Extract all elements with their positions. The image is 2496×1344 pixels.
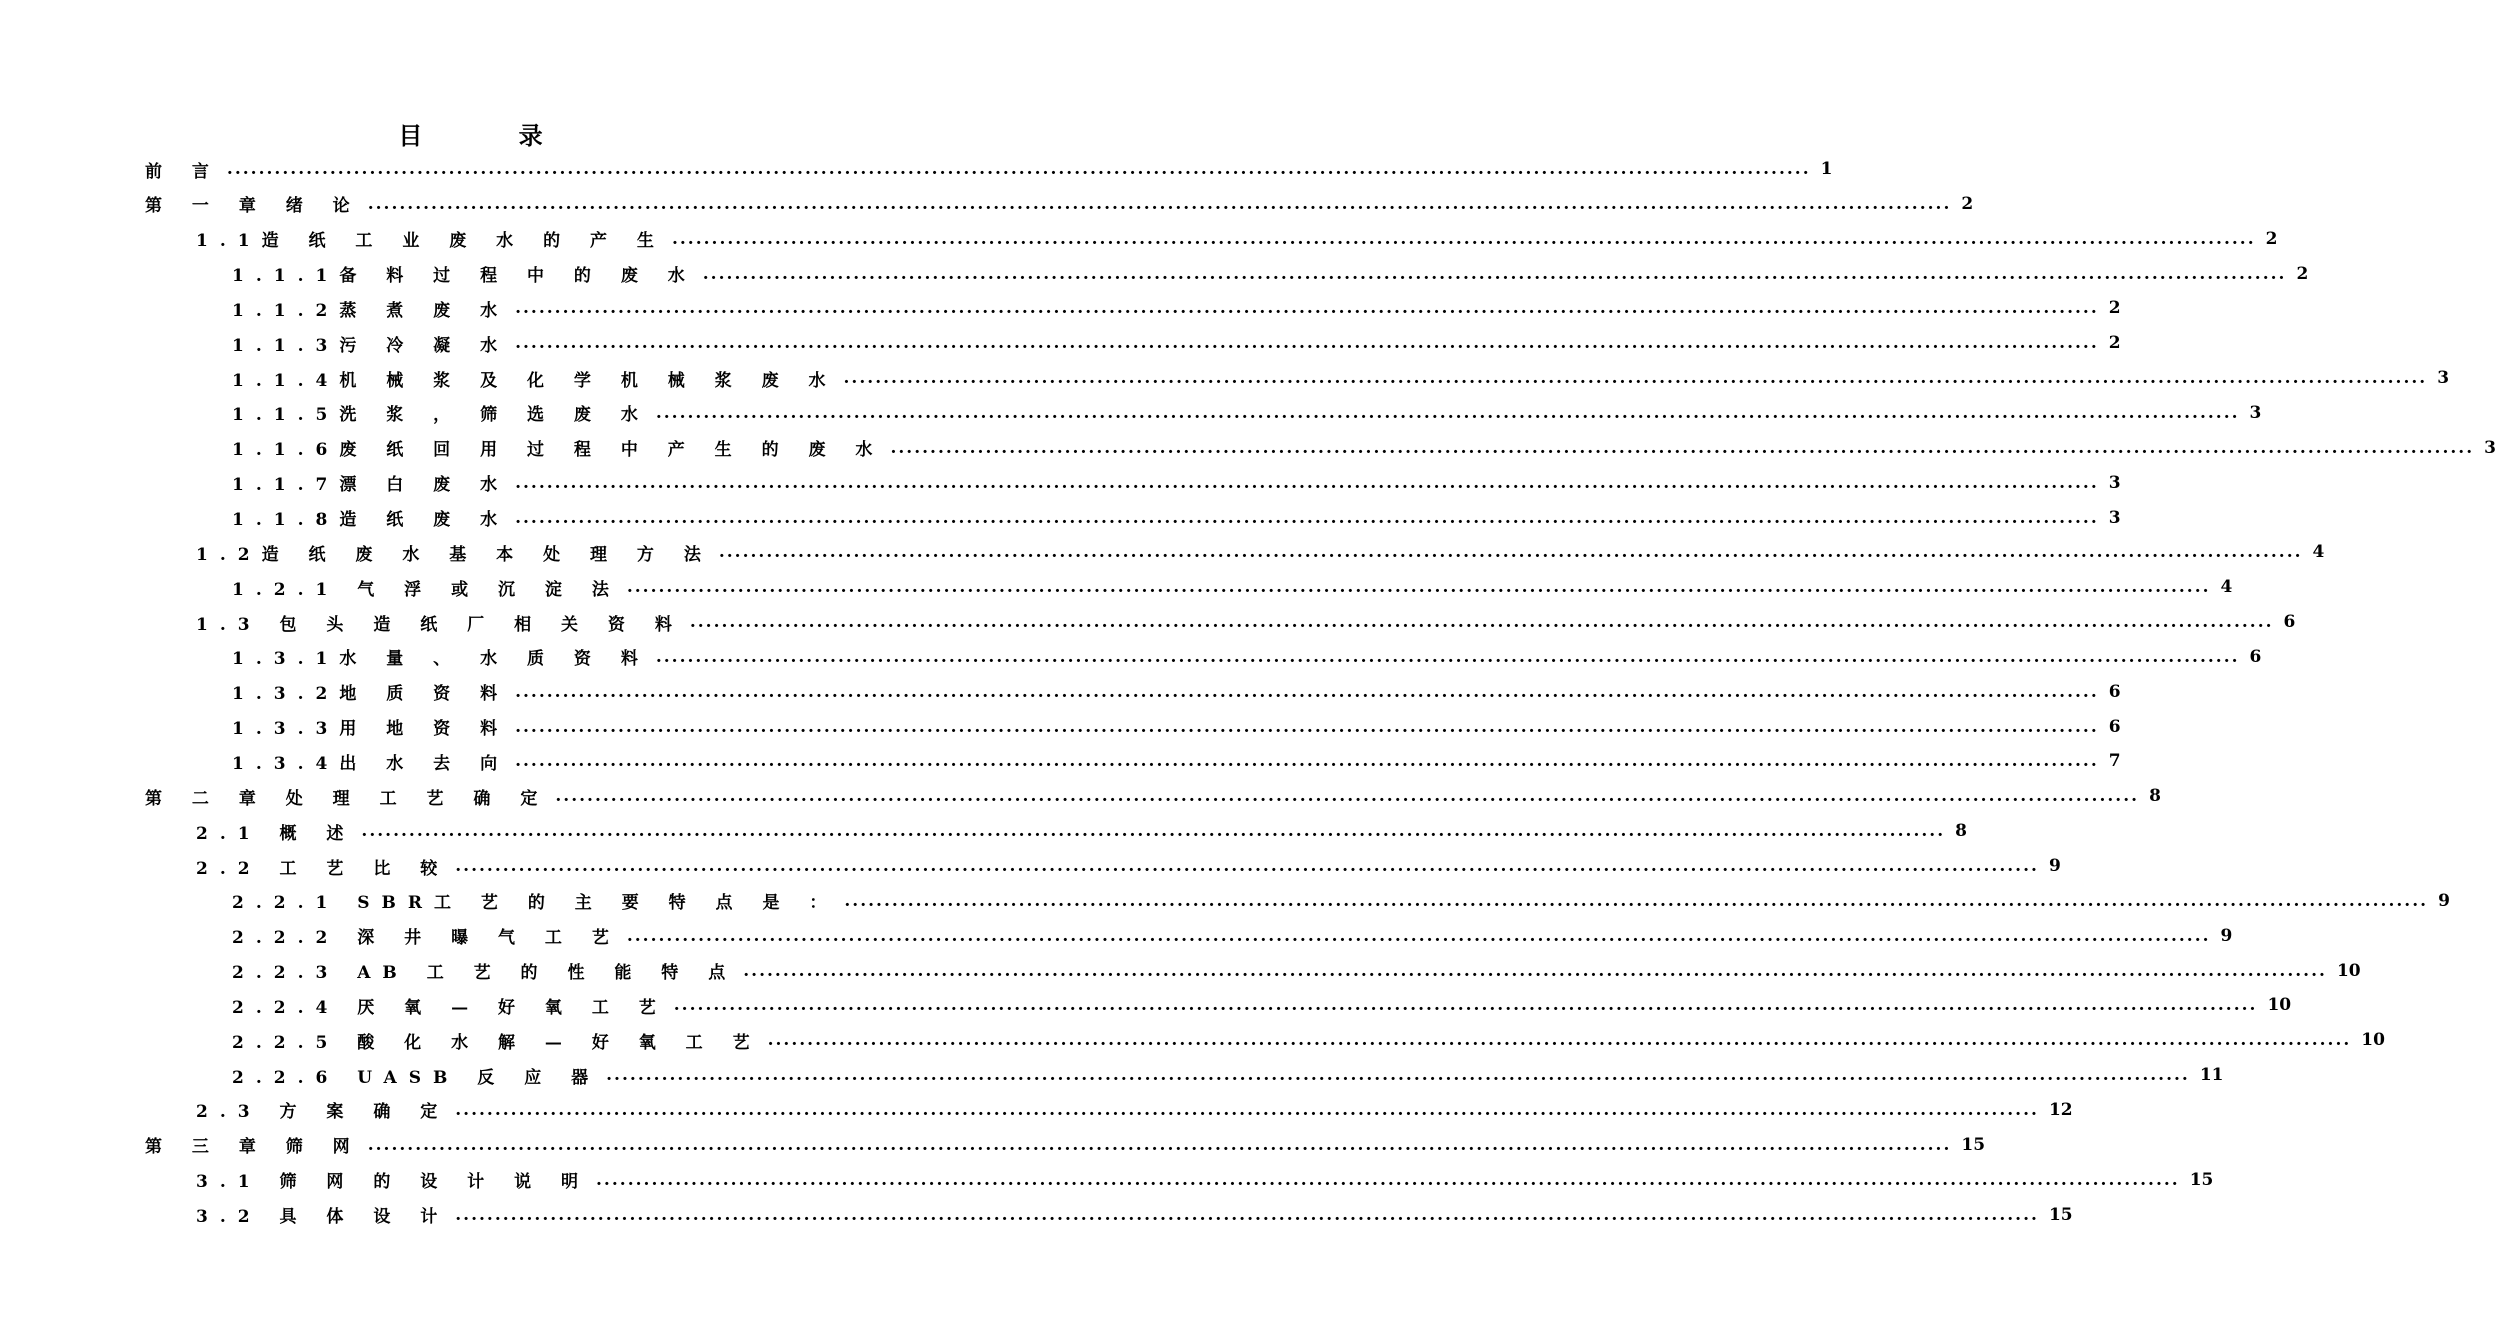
toc-leader-dots: ........................................................................................................................................................................................................ bbox=[718, 542, 2303, 563]
toc-entry-label: 2.2.4 厌 氧 — 好 氧 工 艺 bbox=[232, 997, 668, 1018]
toc-entry-label: 1.3.4出 水 去 向 bbox=[232, 753, 510, 774]
toc-entry[interactable] bbox=[232, 361, 2450, 395]
toc-entry[interactable] bbox=[232, 431, 2496, 465]
toc-entry-label: 3.2 具 体 设 计 bbox=[196, 1207, 450, 1227]
toc-entry-label: 1.2.1 气 浮 或 沉 淀 法 bbox=[232, 579, 621, 600]
toc-entry-page-number: 12 bbox=[2048, 1099, 2073, 1120]
toc-entry-label: 第 三 章 筛 网 bbox=[145, 1137, 362, 1158]
toc-entry-label: 1.1.8造 纸 废 水 bbox=[232, 510, 510, 530]
toc-leader-dots: ........................................................................................................................................................................................................ bbox=[515, 681, 2099, 702]
toc-entry[interactable] bbox=[196, 849, 2061, 883]
toc-leader-dots: ........................................................................................................................................................................................................ bbox=[843, 368, 2428, 389]
toc-leader-dots: ........................................................................................................................................................................................................ bbox=[743, 960, 2327, 981]
toc-entry-label: 3.1 筛 网 的 设 计 说 明 bbox=[196, 1172, 591, 1193]
toc-entry[interactable] bbox=[232, 291, 2121, 325]
toc-leader-dots: ........................................................................................................................................................................................................ bbox=[455, 856, 2039, 876]
toc-leader-dots: ........................................................................................................................................................................................................ bbox=[890, 437, 2475, 458]
toc-entry[interactable] bbox=[232, 954, 2361, 988]
toc-entry-label: 1.3.3用 地 资 料 bbox=[232, 719, 510, 740]
toc-entry[interactable] bbox=[232, 640, 2262, 674]
toc-leader-dots: ........................................................................................................................................................................................................ bbox=[515, 472, 2099, 493]
toc-entry[interactable] bbox=[232, 326, 2121, 360]
toc-entry-page-number: 7 bbox=[2108, 751, 2121, 772]
toc-entry-page-number: 10 bbox=[2336, 960, 2361, 981]
toc-entry-label: 2.2.5 酸 化 水 解 — 好 氧 工 艺 bbox=[232, 1032, 762, 1053]
toc-entry[interactable] bbox=[196, 1093, 2073, 1127]
toc-entry[interactable] bbox=[232, 1058, 2224, 1092]
toc-entry-label: 1.1.7漂 白 废 水 bbox=[232, 475, 510, 496]
toc-entry-label: 1.1.3污 冷 凝 水 bbox=[232, 335, 510, 356]
toc-entry[interactable] bbox=[196, 605, 2296, 639]
toc-entry[interactable] bbox=[232, 396, 2262, 430]
toc-entry[interactable] bbox=[232, 675, 2121, 709]
toc-leader-dots: ........................................................................................................................................................................................................ bbox=[655, 402, 2240, 423]
toc-entry-page-number: 2 bbox=[2108, 333, 2121, 354]
toc-leader-dots: ........................................................................................................................................................................................................ bbox=[596, 1169, 2180, 1190]
toc-leader-dots: ........................................................................................................................................................................................................ bbox=[655, 646, 2240, 667]
toc-leader-dots: ........................................................................................................................................................................................................ bbox=[606, 1065, 2190, 1086]
toc-entry-page-number: 15 bbox=[2189, 1169, 2214, 1190]
toc-entry-label: 2.2 工 艺 比 较 bbox=[196, 858, 450, 879]
toc-leader-dots: ........................................................................................................................................................................................................ bbox=[844, 890, 2429, 911]
toc-leader-dots: ........................................................................................................................................................................................................ bbox=[515, 507, 2099, 528]
toc-entry[interactable] bbox=[232, 744, 2121, 778]
toc-leader-dots: ........................................................................................................................................................................................................ bbox=[515, 751, 2099, 772]
toc-entry-page-number: 6 bbox=[2283, 612, 2296, 633]
toc-entry-label: 1.3.2地 质 资 料 bbox=[232, 684, 510, 705]
toc-entry-label: 1.1.4机 械 浆 及 化 学 机 械 浆 废 水 bbox=[232, 370, 838, 391]
toc-entry[interactable] bbox=[232, 919, 2233, 953]
toc-entry-label: 第 一 章 绪 论 bbox=[145, 196, 362, 217]
toc-entry-label: 1.1.1备 料 过 程 中 的 废 水 bbox=[232, 266, 697, 287]
toc-leader-dots: ........................................................................................................................................................................................................ bbox=[455, 1204, 2039, 1225]
toc-entry-page-number: 6 bbox=[2249, 646, 2262, 667]
toc-entry-page-number: 9 bbox=[2220, 925, 2233, 946]
toc-leader-dots: ........................................................................................................................................................................................................ bbox=[367, 193, 1952, 214]
toc-entry-page-number: 4 bbox=[2312, 542, 2325, 563]
toc-entry[interactable] bbox=[232, 570, 2233, 604]
toc-entry[interactable] bbox=[145, 779, 2161, 813]
toc-leader-dots: ........................................................................................................................................................................................................ bbox=[226, 159, 1811, 179]
toc-entry-label: 2.2.2 深 井 曝 气 工 艺 bbox=[232, 928, 621, 949]
toc-entry-page-number: 6 bbox=[2108, 681, 2121, 702]
toc-entry-page-number: 3 bbox=[2484, 437, 2496, 458]
toc-entry-page-number: 15 bbox=[1961, 1134, 1986, 1155]
toc-entry[interactable] bbox=[232, 501, 2121, 535]
toc-entry-label: 2.2.3 AB 工 艺 的 性 能 特 点 bbox=[232, 963, 738, 984]
toc-leader-dots: ........................................................................................................................................................................................................ bbox=[626, 925, 2211, 946]
toc-entry-page-number: 11 bbox=[2199, 1065, 2224, 1086]
toc-leader-dots: ........................................................................................................................................................................................................ bbox=[515, 716, 2099, 737]
toc-entry-label: 2.2.1 SBR工 艺 的 主 要 特 点 是 ： bbox=[232, 893, 839, 914]
toc-leader-dots: ........................................................................................................................................................................................................ bbox=[361, 821, 1946, 842]
toc-entry[interactable] bbox=[232, 466, 2121, 500]
toc-entry[interactable] bbox=[232, 988, 2292, 1022]
toc-entry[interactable] bbox=[145, 1128, 1986, 1162]
toc-entry-label: 1.1造 纸 工 业 废 水 的 产 生 bbox=[196, 231, 666, 252]
toc-entry-page-number: 15 bbox=[2048, 1204, 2073, 1225]
toc-entry-page-number: 2 bbox=[2296, 263, 2309, 284]
toc-entry-label: 1.3.1水 量 、 水 质 资 料 bbox=[232, 649, 650, 670]
toc-entry[interactable] bbox=[196, 1198, 2073, 1232]
toc-entry-page-number: 6 bbox=[2108, 716, 2121, 737]
toc-entry-page-number: 9 bbox=[2438, 890, 2450, 911]
toc-entry-label: 前 言 bbox=[145, 161, 221, 182]
toc-leader-dots: ........................................................................................................................................................................................................ bbox=[555, 786, 2140, 807]
toc-leader-dots: ........................................................................................................................................................................................................ bbox=[626, 577, 2211, 598]
toc-entry[interactable] bbox=[145, 187, 1974, 221]
toc-entry-label: 1.3 包 头 造 纸 厂 相 关 资 料 bbox=[196, 614, 684, 635]
toc-entry-page-number: 8 bbox=[2149, 786, 2161, 807]
toc-entry-page-number: 3 bbox=[2437, 368, 2450, 389]
toc-leader-dots: ........................................................................................................................................................................................................ bbox=[515, 333, 2099, 354]
toc-entry[interactable] bbox=[196, 222, 2278, 256]
toc-entry-page-number: 8 bbox=[1955, 821, 1967, 842]
toc-entry-page-number: 2 bbox=[2108, 298, 2121, 319]
toc-entry-label: 1.1.2蒸 煮 废 水 bbox=[232, 300, 510, 321]
toc-leader-dots: ........................................................................................................................................................................................................ bbox=[515, 298, 2099, 319]
toc-entry[interactable] bbox=[196, 814, 1967, 848]
toc-entry-label: 2.2.6 UASB 反 应 器 bbox=[232, 1067, 601, 1088]
toc-leader-dots: ........................................................................................................................................................................................................ bbox=[671, 228, 2256, 249]
toc-entry-page-number: 3 bbox=[2108, 472, 2121, 493]
toc-leader-dots: ........................................................................................................................................................................................................ bbox=[689, 612, 2274, 633]
toc-entry-page-number: 9 bbox=[2048, 856, 2061, 876]
toc-entry-page-number: 3 bbox=[2249, 402, 2262, 423]
toc-entry-page-number: 1 bbox=[1820, 159, 1833, 179]
toc-entry-page-number: 4 bbox=[2220, 577, 2233, 598]
toc-entry-label: 2.1 概 述 bbox=[196, 823, 356, 844]
toc-entry-label: 第 二 章 处 理 工 艺 确 定 bbox=[145, 788, 550, 809]
toc-entry-page-number: 10 bbox=[2267, 995, 2292, 1016]
toc-entry-page-number: 10 bbox=[2361, 1030, 2385, 1051]
toc-entry[interactable] bbox=[232, 710, 2121, 744]
toc-leader-dots: ........................................................................................................................................................................................................ bbox=[767, 1030, 2352, 1051]
toc-leader-dots: ........................................................................................................................................................................................................ bbox=[702, 263, 2287, 284]
toc-entry[interactable] bbox=[232, 884, 2450, 918]
toc-entry-page-number: 3 bbox=[2108, 507, 2121, 528]
toc-entry-label: 1.1.5洗 浆 ， 筛 选 废 水 bbox=[232, 405, 650, 426]
toc-entry[interactable] bbox=[232, 1023, 2385, 1057]
toc-entry-label: 1.1.6废 纸 回 用 过 程 中 产 生 的 废 水 bbox=[232, 440, 885, 461]
toc-entry-label: 2.3 方 案 确 定 bbox=[196, 1102, 450, 1123]
toc-entry-page-number: 2 bbox=[1961, 193, 1974, 214]
toc-leader-dots: ........................................................................................................................................................................................................ bbox=[367, 1134, 1952, 1155]
toc-entry-page-number: 2 bbox=[2265, 228, 2278, 249]
toc-entry[interactable] bbox=[196, 1163, 2214, 1197]
toc-leader-dots: ........................................................................................................................................................................................................ bbox=[455, 1099, 2039, 1120]
toc-entry[interactable] bbox=[232, 257, 2309, 291]
toc-entry[interactable] bbox=[196, 535, 2325, 569]
toc-entry[interactable] bbox=[145, 152, 1833, 186]
toc-leader-dots: ........................................................................................................................................................................................................ bbox=[673, 995, 2258, 1016]
toc-title: 目 录 bbox=[398, 121, 587, 150]
toc-entry-label: 1.2造 纸 废 水 基 本 处 理 方 法 bbox=[196, 544, 713, 565]
